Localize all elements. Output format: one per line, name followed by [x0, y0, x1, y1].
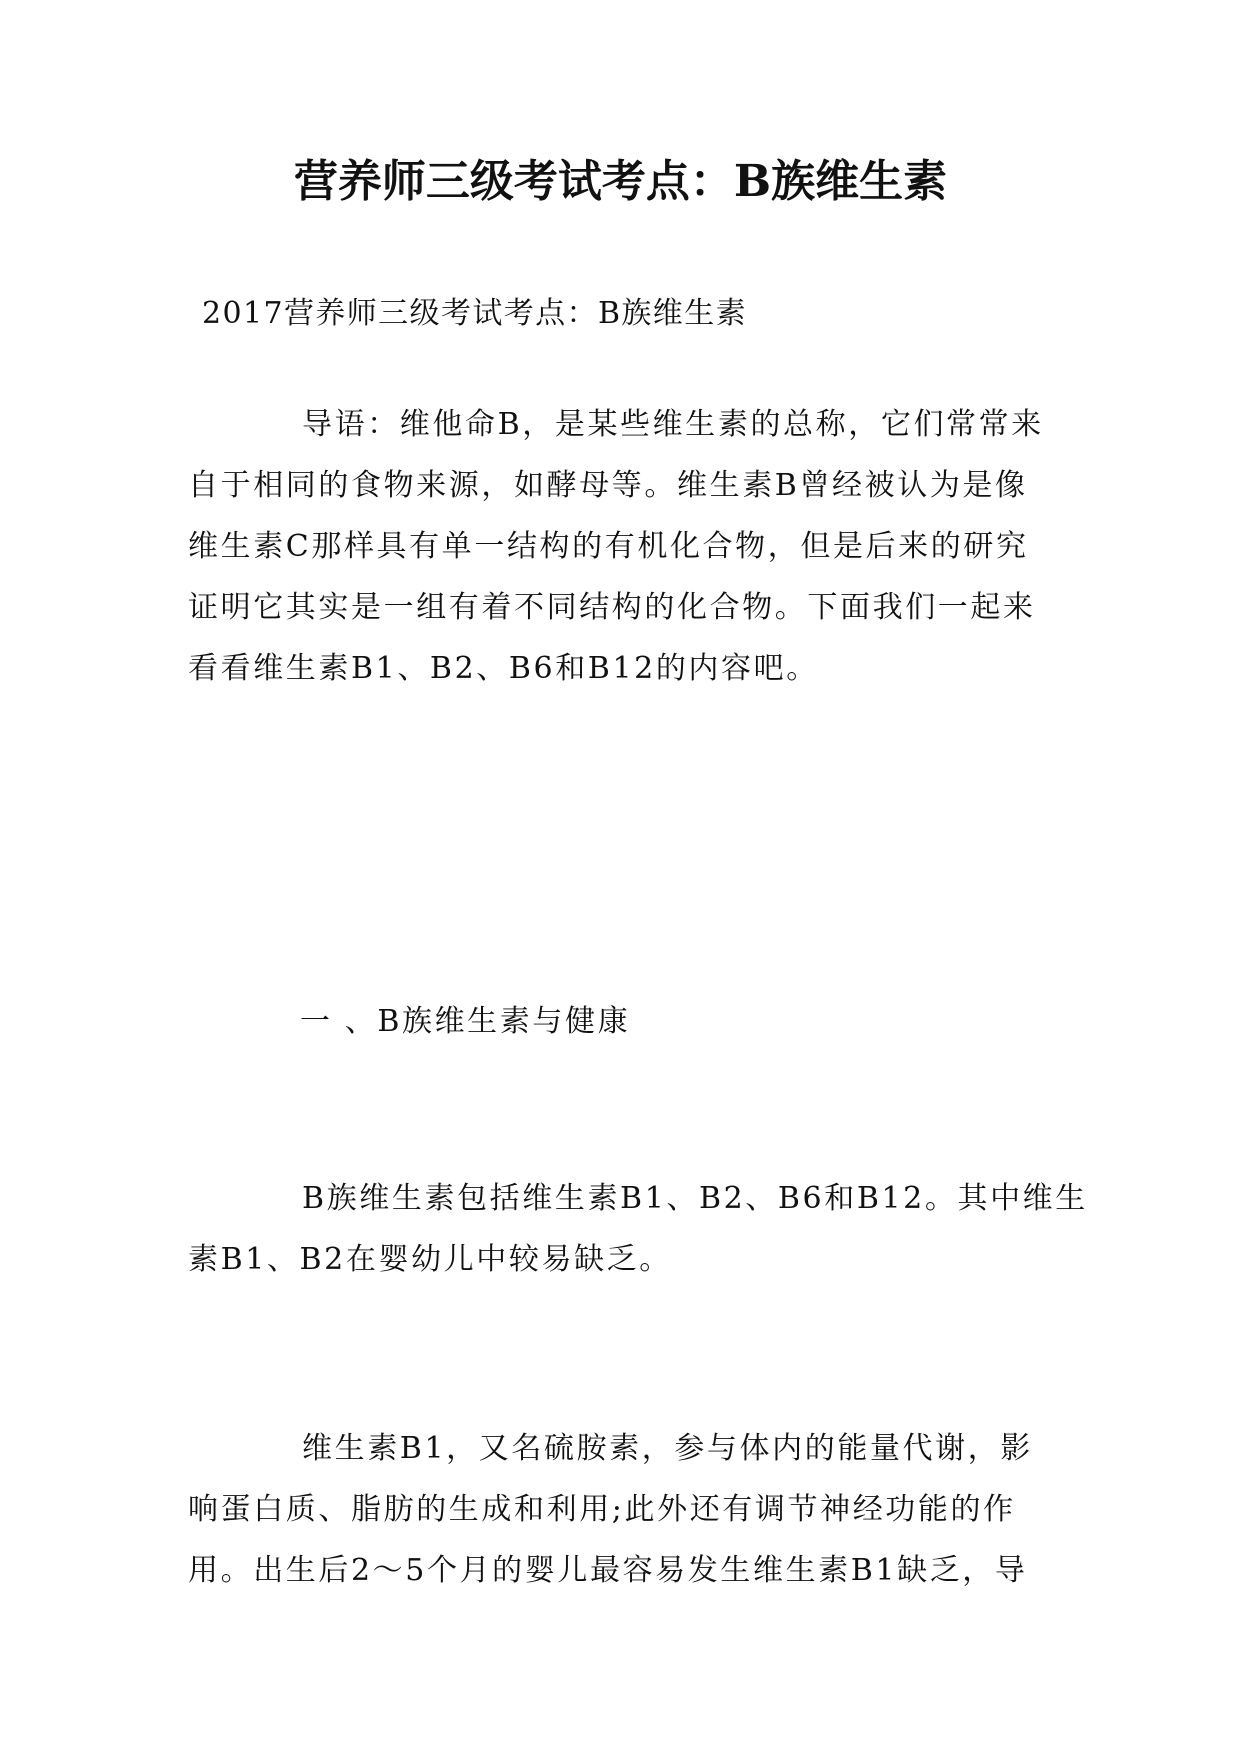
document-subtitle: 2017营养师三级考试考点：B族维生素 [202, 296, 747, 331]
document-title: 营养师三级考试考点：B族维生素 [293, 156, 948, 207]
paragraph-line: 响蛋白质、脂肪的生成和利用;此外还有调节神经功能的作 [188, 1492, 1016, 1527]
paragraph-line: 素B1、B2在婴幼儿中较易缺乏。 [188, 1242, 672, 1277]
intro-line: 自于相同的食物来源，如酵母等。维生素B曾经被认为是像 [188, 468, 1028, 503]
intro-paragraph [188, 394, 1048, 699]
paragraph-line: 维生素B1，又名硫胺素，参与体内的能量代谢，影 [302, 1431, 1033, 1466]
b-vitamins-paragraph [188, 1168, 1088, 1290]
intro-line: 证明它其实是一组有着不同结构的化合物。下面我们一起来 [188, 590, 1036, 625]
intro-line: 维生素C那样具有单一结构的有机化合物，但是后来的研究 [188, 529, 1029, 564]
paragraph-line: 用。出生后2～5个月的婴儿最容易发生维生素B1缺乏，导 [188, 1553, 1028, 1588]
section-heading: 一 、B族维生素与健康 [300, 1004, 631, 1039]
vitamin-b1-paragraph [188, 1418, 1048, 1601]
intro-line: 看看维生素B1、B2、B6和B12的内容吧。 [188, 651, 819, 686]
paragraph-line: B族维生素包括维生素B1、B2、B6和B12。其中维生 [302, 1181, 1088, 1216]
intro-line: 导语：维他命B，是某些维生素的总称，它们常常来 [302, 407, 1044, 442]
